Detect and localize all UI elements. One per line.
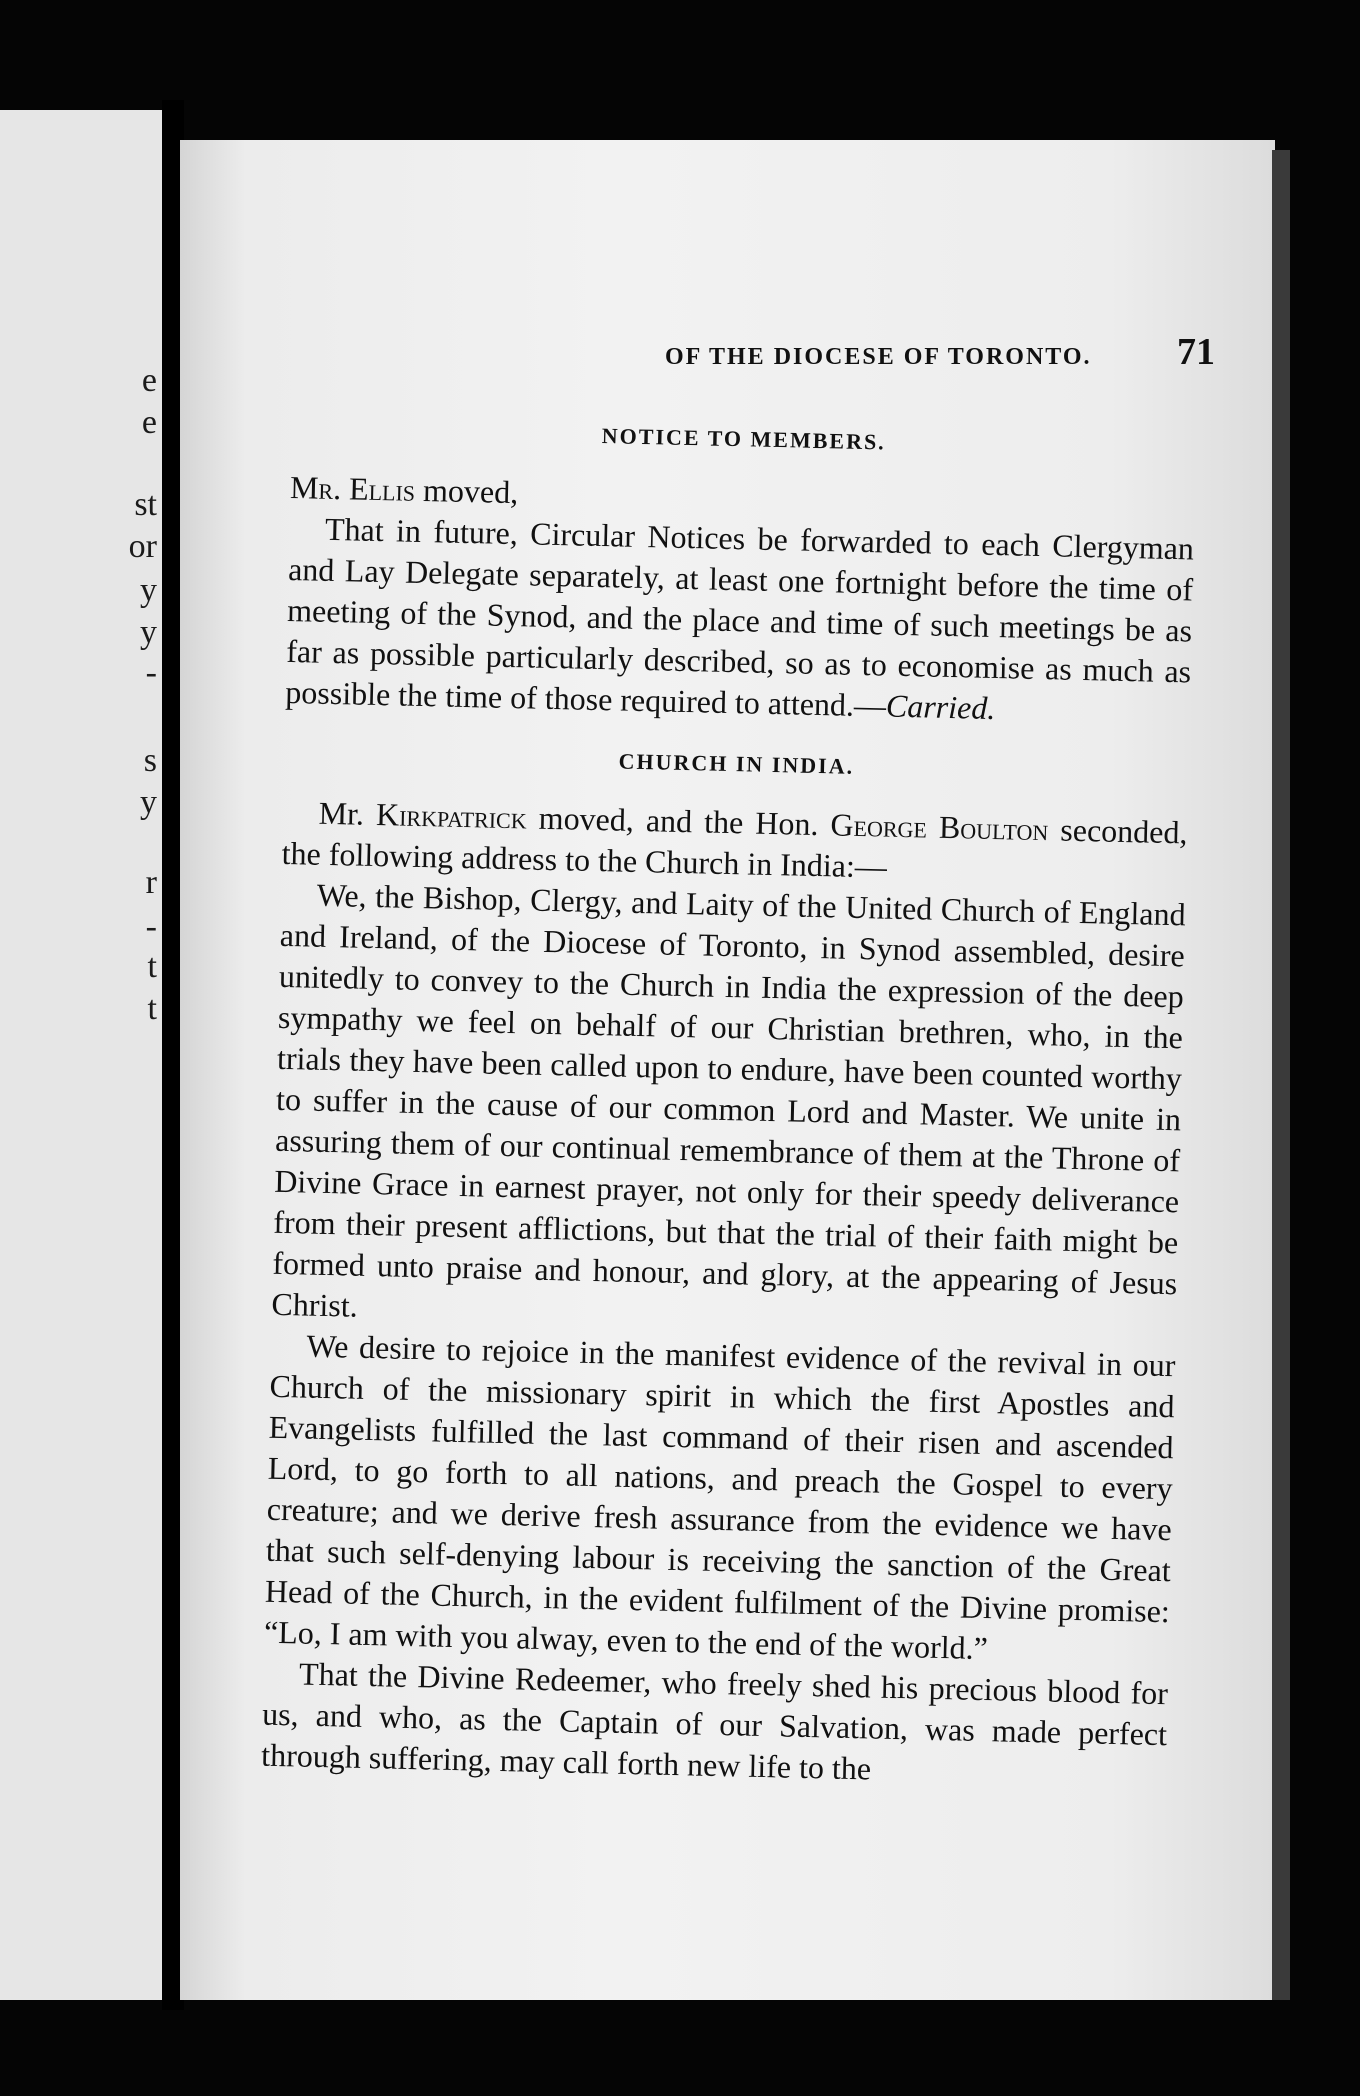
address-paragraph: We, the Bishop, Clergy, and Laity of the United Church of England and Ireland, of the Diocese of Toronto, in Synod assembled, desire unitedly to convey to the Church in India the expression of the deep sympathy we feel on behalf of our Christian brethren, who, in the trials they have been called upon to endure, have been counted worthy to suffer in the cause of our common Lord and Master. We unite in assuring them of our continual remembrance of them at the Throne of Divine Grace in earnest prayer, not only for their speedy deliverance from their present afflictions, but that the trial of their faith might be formed unto praise and honour, and glory, at the appearing of Jesus Christ. xyxy=(271,876,1187,1324)
motion-result: Carried. xyxy=(885,687,996,727)
running-head xyxy=(500,330,1215,374)
mover-name: Mr. Ellis xyxy=(289,468,416,508)
page-text xyxy=(261,402,1197,1796)
page-number: 71 xyxy=(1177,331,1215,373)
facing-page-fragment: y xyxy=(140,614,157,651)
facing-page-fragment: r xyxy=(145,864,157,901)
facing-page-fragment: y xyxy=(140,784,157,821)
facing-page-fragment: t xyxy=(147,990,157,1027)
facing-page-fragment: - xyxy=(145,654,157,691)
facing-page-fragment: y xyxy=(140,572,157,609)
facing-page-fragment: e xyxy=(141,362,157,399)
motion-text: That in future, Circular Notices be forwarded to each Clergyman and Lay Delegate separately, at least one fortnight before the time of meeting of the Synod, and the place and time of such meetings be as far as possible particularly described, so as to economise as much as possible the time of those required to attend.— xyxy=(285,510,1195,724)
document-page xyxy=(180,140,1275,2000)
address-paragraph: That the Divine Redeemer, who freely shed his precious blood for us, and who, as the Captain of our Salvation, was made perfect through suffering, may call forth new life to the xyxy=(260,1655,1169,1787)
facing-page-fragment: e xyxy=(141,404,157,441)
intro-suffix: seconded, the following address to the Church in India:— xyxy=(281,811,1188,885)
facing-page-strip xyxy=(0,110,165,2000)
facing-page-fragment: t xyxy=(147,948,157,985)
facing-page-fragment: st xyxy=(134,486,157,523)
intro-seconder: George Boulton xyxy=(830,806,1049,848)
motion-body xyxy=(285,508,1194,733)
section-heading-india: CHURCH IN INDIA. xyxy=(618,748,855,779)
page-edge-shadow xyxy=(1272,150,1290,2000)
facing-page-fragment: - xyxy=(145,908,157,945)
running-title: OF THE DIOCESE OF TORONTO. xyxy=(665,344,1092,370)
facing-page-fragment: or xyxy=(128,528,157,565)
facing-page-fragment: s xyxy=(143,742,157,779)
section-heading-notice: NOTICE TO MEMBERS. xyxy=(601,423,887,455)
address-paragraph: We desire to rejoice in the manifest evidence of the revival in our Church of the missionary spirit in which the first Apostles and Evangelists fulfilled the last command of their risen and ascended Lord, to go forth to all nations, and preach the Gospel to every creature; and we derive fresh assurance from the evidence we have that such self-denying labour is receiving the sanction of the Great Head of the Church, in the evident fulfilment of the Divine promise: “Lo, I am with you alway, even to the end of the world.” xyxy=(263,1327,1176,1667)
intro-prefix: Mr. xyxy=(318,794,377,833)
mover-rest: moved, xyxy=(414,471,519,511)
intro-mover: Kirkpatrick xyxy=(375,796,528,836)
intro-mid: moved, and the Hon. xyxy=(526,799,831,843)
